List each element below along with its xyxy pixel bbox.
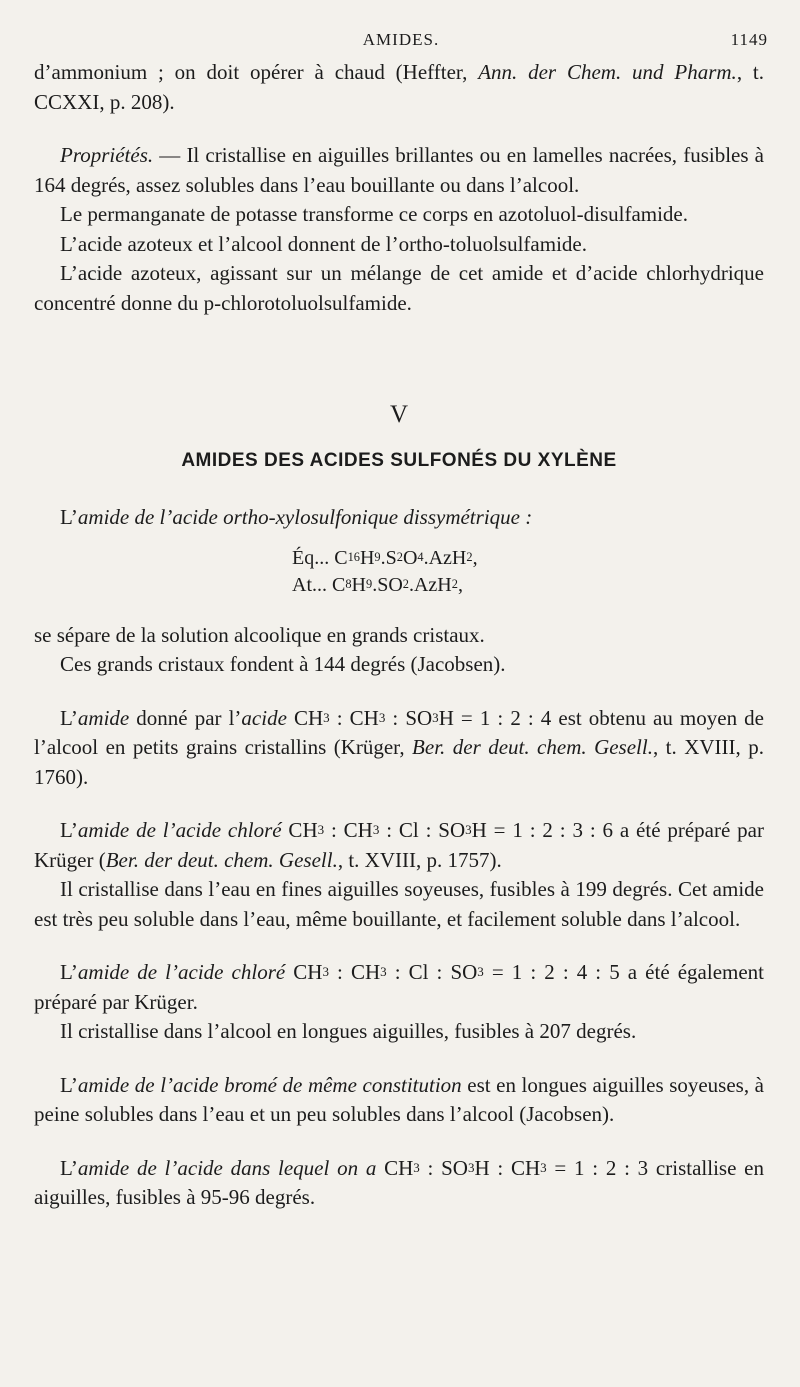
- journal-citation: Ber. der deut. chem. Gesell.: [412, 735, 653, 759]
- paragraph: Il cristallise dans l’eau en fines aiguilles soyeuses, fusibles à 199 degrés. Cet amide est très peu soluble dans l’eau, même bouillante, et facilement soluble dans l’alcool.: [34, 877, 764, 931]
- running-head: [34, 30, 768, 54]
- text: , t. CCXXI, p. 208).: [34, 60, 764, 114]
- text: d’ammonium ; on doit opérer à chaud (Heffter,: [34, 60, 479, 84]
- paragraph: L’amide de l’acide dans lequel on a $CH^3$ : $SO^3H$ : $CH^3 = 1$ : 2 : 3 cristallise en aiguilles, fusibles à 95-96 degrés.: [34, 1155, 764, 1209]
- section-number: V: [389, 401, 409, 428]
- journal-citation: Ber. der deut. chem. Gesell.: [105, 847, 338, 872]
- paragraph: Ces grands cristaux fondent à 144 degrés (Jacobsen).: [60, 652, 506, 676]
- page-body: [34, 58, 764, 1213]
- paragraph: L’amide donné par l’acide $CH^3$ : $CH^3$ : $SO^3H = 1$ : 2 : 4 est obtenu au moyen de l’alcool en petits grains cristallins (Krüger, Ber. der deut. chem. Gesell., t. XVIII, p. 1760).: [34, 705, 764, 789]
- run-in-heading: Propriétés.: [60, 143, 154, 167]
- journal-citation: Ann. der Chem. und Pharm.: [478, 60, 737, 84]
- running-title: AMIDES.: [362, 30, 440, 49]
- paragraph: Le permanganate de potasse transforme ce corps en azotoluol-disulfamide.: [60, 202, 689, 226]
- text: L’: [60, 505, 78, 529]
- italic-text: amide de l’acide ortho-xylosulfonique dissymétrique :: [77, 505, 533, 529]
- paragraph: L’acide azoteux, agissant sur un mélange de cet amide et d’acide chlorhydrique concentré donne du p-chlorotoluolsulfamide.: [34, 261, 764, 315]
- paragraph: L’acide azoteux et l’alcool donnent de l’ortho-toluolsulfamide.: [60, 231, 587, 256]
- paragraph: L’amide de l’acide chloré $CH^3$ : $CH^3$ : Cl : $SO^3H = 1$ : 2 : 3 : 6 a été préparé par Krüger (Ber. der deut. chem. Gesell., t. XVIII, p. 1757).: [34, 818, 764, 872]
- paragraph: L’amide de l’acide bromé de même constitution est en longues aiguilles soyeuses, à peine solubles dans l’eau et un peu solubles dans l’alcool (Jacobsen).: [34, 1072, 764, 1126]
- formula-block: [292, 545, 764, 599]
- paragraph: L’amide de l’acide chloré $CH^3$ : $CH^3$ : Cl : $SO^3 = 1$ : 2 : 4 : 5 a été également préparé par Krüger.: [34, 960, 765, 1014]
- paragraph: se sépare de la solution alcoolique en grands cristaux.: [34, 622, 485, 647]
- paragraph: [34, 141, 764, 200]
- paragraph: Il cristallise dans l’alcool en longues aiguilles, fusibles à 207 degrés.: [60, 1019, 637, 1043]
- paragraph: [34, 58, 764, 117]
- formula-atomic: At... $C^8H^9.SO^2.AzH^2$,: [292, 573, 463, 596]
- text: — Il cristallise en aiguilles brillantes ou en lamelles nacrées, fusibles à 164 degrés, assez solubles dans l’eau bouillante ou dans l’alcool.: [34, 143, 764, 197]
- page-number: 1149: [730, 30, 768, 49]
- paragraph: [34, 503, 764, 533]
- formula-equivalent: Éq... $C^{16}H^9.S^2O^4.AzH^2$,: [292, 546, 478, 569]
- section-title: AMIDES DES ACIDES SULFONÉS DU XYLÈNE: [181, 450, 617, 471]
